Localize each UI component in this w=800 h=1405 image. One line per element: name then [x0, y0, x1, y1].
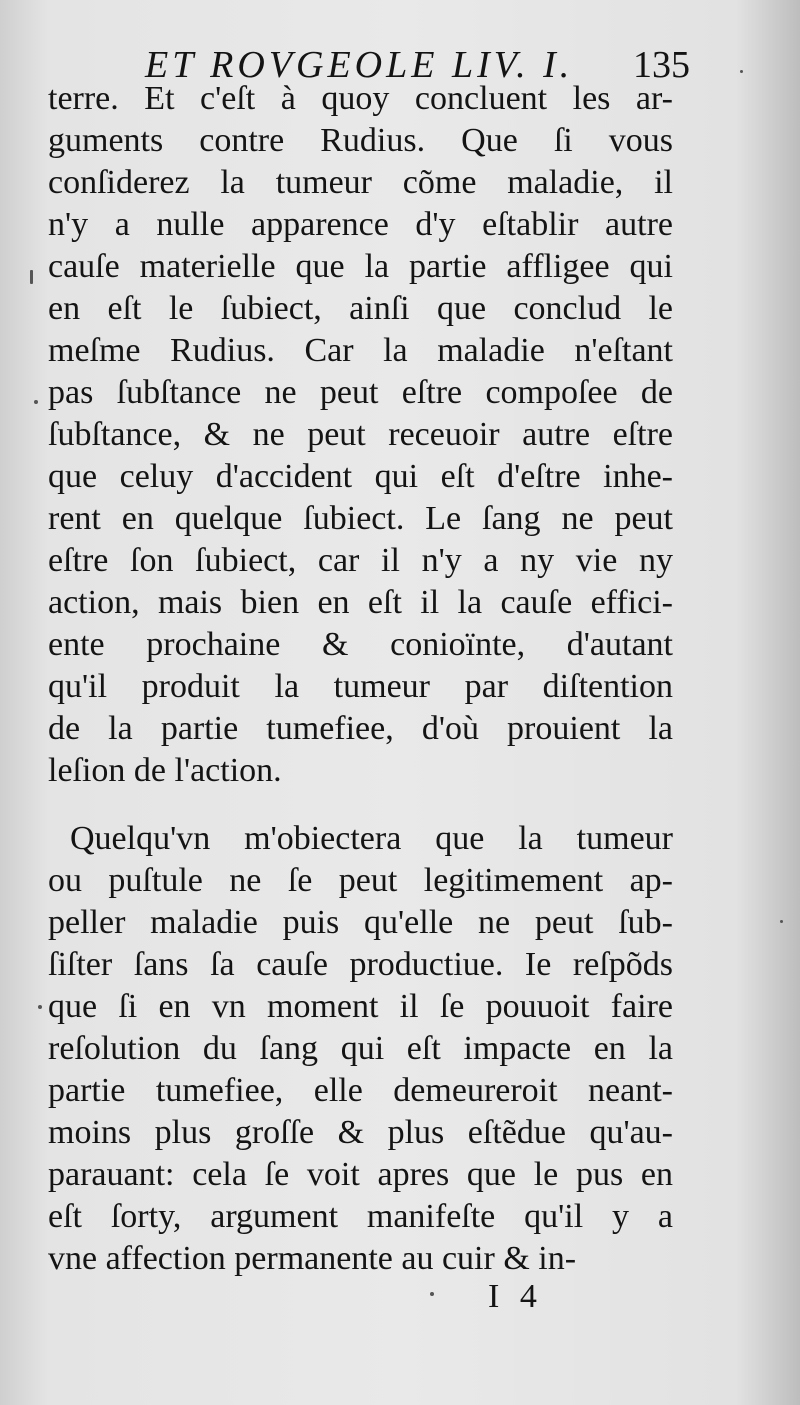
text-line: de la partie tumefiee, d'où prouient la: [48, 710, 673, 747]
body-text: [48, 78, 673, 1280]
text-line: n'y a nulle apparence d'y eſtablir autre: [48, 206, 673, 243]
ink-speck: [30, 270, 33, 284]
text-line: ſiſter ſans ſa cauſe productiue. Ie reſpõds: [48, 946, 673, 983]
ink-speck: [38, 1005, 42, 1009]
signature-mark: I 4: [488, 1278, 543, 1315]
text-line: Quelqu'vn m'obiectera que la tumeur: [70, 820, 673, 857]
ink-speck: [740, 70, 743, 73]
text-line: vne affection permanente au cuir & in-: [48, 1240, 577, 1277]
running-title: ET ROVGEOLE LIV. I.: [145, 44, 574, 86]
text-line: ſubſtance, & ne peut receuoir autre eſtre: [48, 416, 673, 453]
text-line: en eſt le ſubiect, ainſi que conclud le: [48, 290, 673, 327]
text-line: rent en quelque ſubiect. Le ſang ne peut: [48, 500, 673, 537]
text-line: action, mais bien en eſt il la cauſe effici-: [48, 584, 673, 621]
text-line: ente prochaine & conioïnte, d'autant: [48, 626, 673, 663]
text-line: conſiderez la tumeur cõme maladie, il: [48, 164, 673, 201]
page-number: 135: [633, 44, 690, 86]
text-line: meſme Rudius. Car la maladie n'eſtant: [48, 332, 673, 369]
text-line: eſtre ſon ſubiect, car il n'y a ny vie ny: [48, 542, 673, 579]
text-line: leſion de l'action.: [48, 752, 282, 789]
ink-speck: [34, 400, 38, 404]
text-line: moins plus groſſe & plus eſtẽdue qu'au-: [48, 1114, 673, 1151]
text-line: que ſi en vn moment il ſe pouuoit faire: [48, 988, 673, 1025]
text-line: pas ſubſtance ne peut eſtre compoſee de: [48, 374, 673, 411]
paragraph-2: [48, 818, 673, 1280]
text-line: ou puſtule ne ſe peut legitimement ap-: [48, 862, 673, 899]
ink-speck: [780, 920, 783, 923]
paragraph-1: [48, 78, 673, 792]
text-line: peller maladie puis qu'elle ne peut ſub-: [48, 904, 673, 941]
text-line: cauſe materielle que la partie affligee qui: [48, 248, 673, 285]
text-line: parauant: cela ſe voit apres que le pus en: [48, 1156, 673, 1193]
text-line: reſolution du ſang qui eſt impacte en la: [48, 1030, 673, 1067]
text-line: terre. Et c'eſt à quoy concluent les ar-: [48, 80, 673, 117]
text-line: que celuy d'accident qui eſt d'eſtre inhe-: [48, 458, 673, 495]
ink-speck: [430, 1292, 434, 1296]
text-line: qu'il produit la tumeur par diſtention: [48, 668, 673, 705]
text-line: guments contre Rudius. Que ſi vous: [48, 122, 673, 159]
text-line: partie tumefiee, elle demeureroit neant-: [48, 1072, 673, 1109]
text-line: eſt ſorty, argument manifeſte qu'il y a: [48, 1198, 673, 1235]
